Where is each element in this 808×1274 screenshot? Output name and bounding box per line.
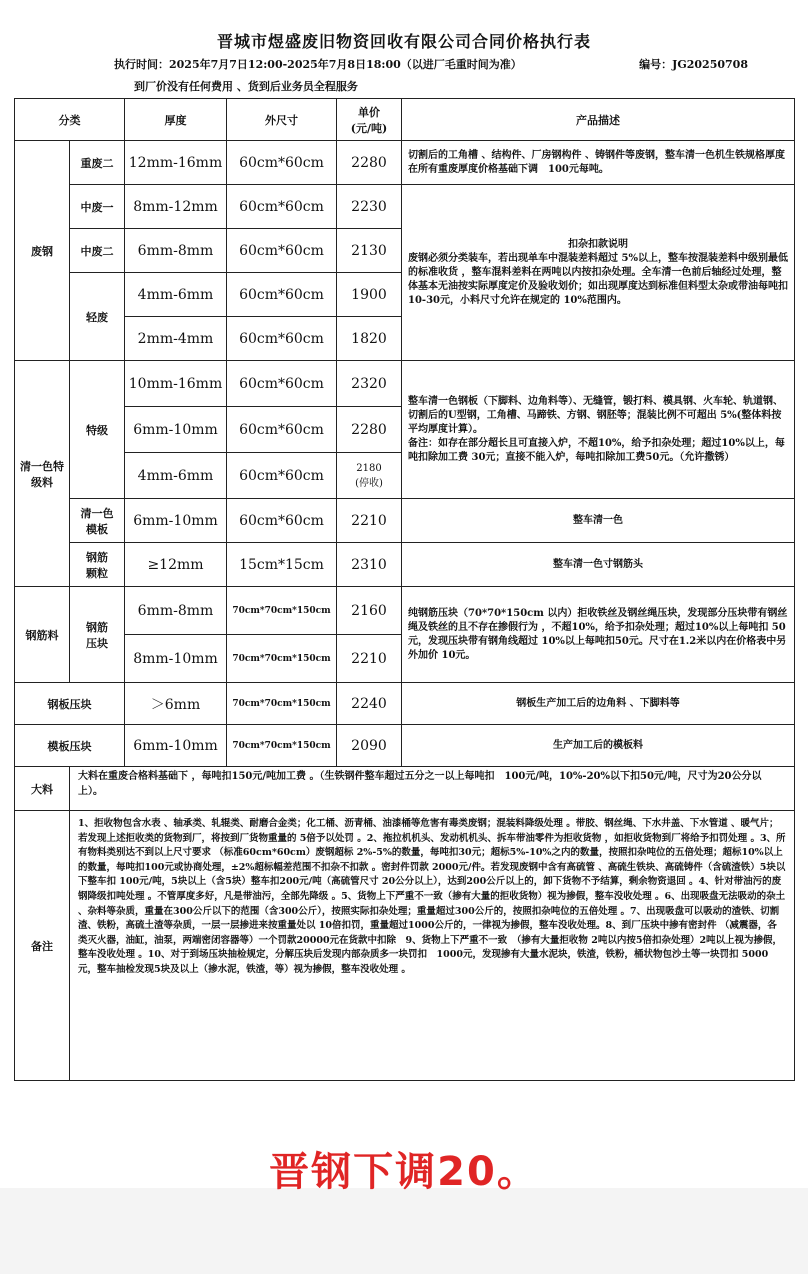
price-cell: 2240 [337, 683, 402, 725]
service-note: 到厂价没有任何费用 、货到后业务员全程服务 [134, 80, 358, 93]
thickness-cell: 6mm-10mm [125, 499, 227, 543]
sheet-code: 编号：JG20250708 [639, 58, 748, 71]
price-cell: 2210 [337, 499, 402, 543]
table-row [15, 811, 795, 1081]
group-big: 大料 [15, 767, 70, 811]
size-cell: 60cm*60cm [227, 229, 337, 273]
desc-plate-block: 钢板生产加工后的边角料 、下脚料等 [402, 683, 795, 725]
thickness-cell: 6mm-8mm [125, 229, 227, 273]
desc-rebar-block: 纯钢筋压块（70*70*150cm 以内）拒收铁丝及钢丝绳压块，发现部分压块带有钢丝绳及铁丝的且不存在掺假行为 ，不超10%，给予扣杂处理；超过10%以上每吨扣 50元，发现压块带有钢角线超过 10%以上每吨扣50元。尺寸在1.2米以内在价格表中另外加价 10元。 [402, 587, 795, 683]
sub-category: 钢筋 压块 [70, 587, 125, 683]
price-cell: 2180 (停收) [337, 453, 402, 499]
thickness-cell: 4mm-6mm [125, 273, 227, 317]
price-cell: 2310 [337, 543, 402, 587]
group-scrap-steel: 废钢 [15, 141, 70, 361]
size-cell: 60cm*60cm [227, 141, 337, 185]
table-row [15, 587, 795, 635]
desc-big: 大料在重废合格料基础下 ，每吨扣150元/吨加工费 。（生铁钢件整车超过五分之一以上每吨扣 100元/吨，10%-20%以下扣50元/吨，尺寸为20公分以上）。 [70, 767, 795, 811]
col-size: 外尺寸 [227, 99, 337, 141]
thickness-cell: ≥12mm [125, 543, 227, 587]
sub-category: 中废一 [70, 185, 125, 229]
price-cell: 2230 [337, 185, 402, 229]
sheet-title: 晋城市煜盛废旧物资回收有限公司合同价格执行表 [216, 32, 591, 51]
size-cell: 60cm*60cm [227, 361, 337, 407]
sub-category: 轻废 [70, 273, 125, 361]
thickness-cell: 8mm-10mm [125, 635, 227, 683]
table-row [15, 499, 795, 543]
desc-special [402, 361, 795, 499]
sub-category: 特级 [70, 361, 125, 499]
price-table [14, 98, 798, 1081]
price-cell: 2130 [337, 229, 402, 273]
size-cell: 60cm*60cm [227, 453, 337, 499]
thickness-cell: 4mm-6mm [125, 453, 227, 499]
col-category: 分类 [15, 99, 125, 141]
thickness-cell: ＞6mm [125, 683, 227, 725]
group-mold-block: 模板压块 [15, 725, 125, 767]
meta-row [14, 54, 794, 76]
price-cell: 2210 [337, 635, 402, 683]
table-row [15, 361, 795, 407]
table-header-row [15, 99, 795, 141]
price-cell: 2320 [337, 361, 402, 407]
notes-text: 1、拒收物包含水表 、轴承类、轧辊类、耐磨合金类；化工桶、沥青桶、油漆桶等危害有毒类废钢；混装料降级处理 。带胶、钢丝绳、下水井盖、下水管道 、暖气片；若发现上述拒收类的货物到厂，将按到厂货物重量的 5倍予以处罚 。2、拖拉机机头、发动机机头、拆车带油零件为拒收货物 ，如拒收货物到厂将给予扣罚处理 。3、所有物料类别达不到以上尺寸要求 （标准60cm*60cm）废钢超标 2%-5%的数量，每吨扣30元；超标5%-10%之内的数量，按照扣杂吨位的五倍处理；超标10%以上的数量，每吨扣100元或协商处理，±2%超标幅差范围不扣杂不扣款 。密封件罚款 2000元/件。若发现废钢中含有高硫管 、高硫生铁块、高硫铸件（含硫渣铁）5块以下整车扣 100元/吨，5块以上（含5块）整车扣200元/吨（高硫管尺寸 20公分以上），达到200公斤以上的，卸下货物不予结算，剩余物资退回 。4、针对带油污的废钢降级扣吨处理 。不管厚度多好，凡是带油污，全部先降级 。5、货物上下严重不一致（掺有大量的拒收货物）视为掺假，整车没收处理 。6、出现吸盘无法吸动的杂土 、杂料等杂质，重量在300公斤以下的范围（含300公斤），按照实际扣杂处理；重量超过300公斤的，按照扣杂吨位的五倍处理 。7、出现吸盘可以吸动的渣铁、切割渣、铁粉，高硫土渣等杂质，一层一层掺进来按重量处以 10倍扣罚，重量超过1000公斤的，一律视为掺假，整车没收处理。8、到厂压块中掺有密封件 （减震器，各类灭火器，油缸，油泵，两端密闭容器等）一个罚款20000元在货款中扣除 9、货物上下严重不一致 （掺有大量拒收物 2吨以内按5倍扣杂处理）2吨以上视为掺假，整车没收处理 。10、对于到场压块抽检规定，分解压块后发现内部杂质多一块罚扣 1000元，发现掺有大量水泥块，铁渣，铁粉，桶状物包沙土等一块罚扣 5000元，整车抽检发现5块及以上（掺水泥，铁渣，等）视为掺假，整车没收处理 。 [70, 811, 795, 1081]
table-row [15, 767, 795, 811]
group-rebar: 钢筋料 [15, 587, 70, 683]
thickness-cell: 6mm-8mm [125, 587, 227, 635]
deduct-title: 扣杂扣款说明 [568, 238, 628, 250]
deduct-body: 废钢必须分类装车，若出现单车中混装差料超过 5%以上，整车按混装差料中级别最低的标准收货 ，整车混料差料在两吨以内按扣杂处理。全车清一色前后轴经过处理，整体基本无油按实际厚度定价及验收划价；如出现厚度达到标准但料型太杂或带油每吨扣 10-30元，小料尺寸允许在规定的 10%范围内。 [408, 252, 798, 306]
desc-deduction [402, 185, 798, 361]
size-cell: 60cm*60cm [227, 273, 337, 317]
size-cell: 60cm*60cm [227, 407, 337, 453]
sub-category: 中废二 [70, 229, 125, 273]
bottom-band [0, 1188, 808, 1274]
col-thickness: 厚度 [125, 99, 227, 141]
desc-mold: 整车清一色 [402, 499, 795, 543]
price-cell: 1900 [337, 273, 402, 317]
price-cell: 2280 [337, 141, 402, 185]
special-note: 备注：如存在部分超长且可直接入炉，不超10%，给予扣杂处理；超过10%以上，每吨扣除加工费 30元；直接不能入炉，每吨扣除加工费50元。（允许撒锈） [408, 437, 785, 463]
thickness-cell: 6mm-10mm [125, 407, 227, 453]
price-cell: 2160 [337, 587, 402, 635]
price-cell: 2280 [337, 407, 402, 453]
col-desc: 产品描述 [402, 99, 795, 141]
sub-category: 钢筋 颗粒 [70, 543, 125, 587]
banner-text: 晋钢下调20。 [269, 1149, 539, 1195]
sub-category: 清一色 模板 [70, 499, 125, 543]
group-notes: 备注 [15, 811, 70, 1081]
size-cell: 60cm*60cm [227, 499, 337, 543]
size-cell: 70cm*70cm*150cm [227, 725, 337, 767]
size-cell: 60cm*60cm [227, 185, 337, 229]
table-row [15, 543, 795, 587]
size-cell: 70cm*70cm*150cm [227, 635, 337, 683]
price-sheet [14, 30, 798, 1081]
table-row [15, 725, 795, 767]
thickness-cell: 10mm-16mm [125, 361, 227, 407]
table-row [15, 185, 795, 229]
table-row [15, 683, 795, 725]
exec-time: 执行时间：2025年7月7日12:00-2025年7月8日18:00（以进厂毛重时间为准） [114, 58, 522, 71]
thickness-cell: 12mm-16mm [125, 141, 227, 185]
group-plate-block: 钢板压块 [15, 683, 125, 725]
size-cell: 70cm*70cm*150cm [227, 683, 337, 725]
thickness-cell: 6mm-10mm [125, 725, 227, 767]
price-cell: 2090 [337, 725, 402, 767]
sub-category: 重废二 [70, 141, 125, 185]
desc-granule: 整车清一色寸钢筋头 [402, 543, 795, 587]
table-row [15, 141, 795, 185]
price-cell: 1820 [337, 317, 402, 361]
special-body: 整车清一色钢板（下脚料、边角料等）、无缝管，锻打料、模具钢、火车轮、轨道钢、切割后的U型钢，工角槽、马蹄铁、方钢、钢胚等；混装比例不可超出 5%(整体料按平均厚度计算）。 [408, 395, 783, 435]
thickness-cell: 8mm-12mm [125, 185, 227, 229]
desc-heavy2: 切割后的工角槽 、结构件、厂房钢构件 、铸钢件等废钢，整车清一色机生铁规格厚度在所有重废厚度价格基础下调 100元每吨。 [402, 141, 795, 185]
size-cell: 70cm*70cm*150cm [227, 587, 337, 635]
thickness-cell: 2mm-4mm [125, 317, 227, 361]
size-cell: 15cm*15cm [227, 543, 337, 587]
col-price: 单价 (元/吨) [337, 99, 402, 141]
group-clean-special: 清一色特级料 [15, 361, 70, 587]
desc-mold-block: 生产加工后的模板料 [402, 725, 795, 767]
size-cell: 60cm*60cm [227, 317, 337, 361]
